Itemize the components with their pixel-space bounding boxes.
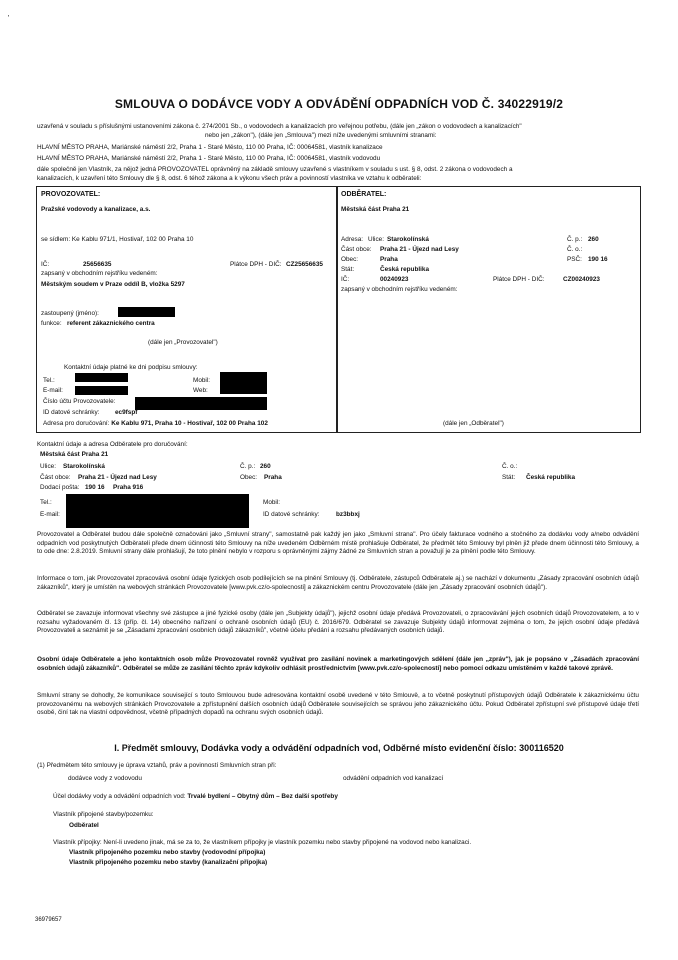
customer-alias: (dále jen „Odběratel")	[443, 420, 504, 427]
connection-sewer: Vlastník připojeného pozemku nebo stavby (kanalizační přípojka)	[69, 859, 268, 866]
provider-mobil-label: Mobil:	[193, 377, 211, 384]
redaction-provider-email	[75, 386, 128, 395]
redaction-rep-name	[118, 307, 175, 317]
connection-water: Vlastník připojeného pozemku nebo stavby (vodovodní přípojka)	[69, 849, 266, 856]
customer-dic-label: Plátce DPH - DIČ:	[493, 276, 545, 283]
customer-heading: ODBĚRATEL:	[341, 191, 387, 198]
customer-ic-label: IČ:	[341, 276, 350, 283]
provider-heading: PROVOZOVATEL:	[41, 191, 101, 198]
provider-dic-label: Plátce DPH - DIČ:	[230, 261, 282, 268]
purpose-label: Účel dodávky vody a odvádění odpadních vod:	[53, 793, 186, 800]
customer-city-label: Obec:	[341, 256, 359, 263]
customer-dic-value: CZ00240923	[563, 276, 600, 283]
provider-databox-value: ec9fspf	[115, 409, 138, 416]
customer-registry-label: zapsaný v obchodním rejstříku vedeném:	[341, 286, 458, 293]
provider-account-label: Číslo účtu Provozovatele:	[43, 398, 116, 405]
corr-mobil-label: Mobil:	[263, 499, 281, 506]
provider-function-label: funkce:	[41, 320, 62, 327]
customer-state-value: Česká republika	[380, 266, 430, 273]
paragraph-communication: Smluvní strany se dohodly, že komunikace související s touto Smlouvou bude adresována kontaktní osobě uvedené v této Smlouvě, a to včetně poskytnutí přístupových údajů Odběratele k zákaznickému účtu provozovanému na webových stránkách Provozovatele a zpřístupnění dalších osobních údajů Odběratele souvisejících se správou jeho zákaznického účtu. Pokud Odběratel zpřístupní své přístupové údaje třetí osobě, činí tak na vlastní odpovědnost, včetně případných dopadů na ochranu svých osobních údajů.	[37, 692, 639, 717]
provider-seat-value: Ke Kablu 971/1, Hostivař, 102 00 Praha 10	[71, 236, 194, 243]
purpose-value: Trvalé bydlení – Obytný dům – Bez další spotřeby	[187, 793, 338, 800]
customer-part-value: Praha 21 - Újezd nad Lesy	[380, 246, 459, 253]
provider-registry-value: Městským soudem v Praze oddíl B, vložka 5297	[41, 281, 185, 288]
provider-web-label: Web:	[193, 387, 208, 394]
provider-function-value: referent zákaznického centra	[67, 320, 155, 327]
corr-email-label: E-mail:	[40, 511, 60, 518]
provider-rep-label: zastoupený (jméno):	[41, 310, 99, 317]
provider-dic-value: CZ25656635	[286, 261, 323, 268]
owner-line-4: kanalizacích, k uzavření této Smlouvy dle § 8, odst. 6 téhož zákona a k výkonu všech práv a povinností vlastníka ve vztahu k odběrateli:	[37, 175, 422, 182]
customer-psc-label: PSČ:	[567, 256, 582, 263]
customer-state-label: Stát:	[341, 266, 355, 273]
document-number: 36979657	[35, 917, 62, 923]
provider-registry-label: zapsaný v obchodním rejstříku vedeném:	[41, 270, 158, 277]
customer-part-label: Část obce:	[341, 246, 372, 253]
corner-mark: '	[8, 15, 10, 22]
corr-state-value: Česká republika	[526, 474, 576, 481]
intro-line-1: uzavřená v souladu s příslušnými ustanoveními zákona č. 274/2001 Sb., o vodovodech a kanalizacích pro veřejnou potřebu, (dále jen „zákon o vodovodech a kanalizacích"	[37, 123, 522, 130]
customer-name: Městská část Praha 21	[341, 206, 410, 213]
customer-city-value: Praha	[380, 256, 398, 263]
corr-city-value: Praha	[264, 474, 282, 481]
provider-delivery-value: Ke Kablu 971, Praha 10 - Hostivař, 102 00 Praha 102	[111, 420, 268, 427]
provider-tel-label: Tel.:	[43, 377, 55, 384]
customer-box	[336, 186, 641, 433]
customer-co-label: Č. o.:	[567, 246, 583, 253]
redaction-provider-mobil	[220, 372, 267, 394]
provider-email-label: E-mail:	[43, 387, 63, 394]
customer-psc-value: 190 16	[588, 256, 608, 263]
section-1-item-1: (1) Předmětem této smlouvy je úprava vztahů, práv a povinností Smluvních stran při:	[37, 762, 277, 769]
corr-street-value: Starokolínská	[63, 463, 105, 470]
redaction-corr-contact	[66, 494, 249, 528]
provider-alias: (dále jen „Provozovatel")	[148, 339, 218, 346]
provider-databox-label: ID datové schránky:	[43, 409, 100, 416]
purpose-line	[53, 793, 338, 802]
customer-street-value: Starokolínská	[387, 236, 429, 243]
provider-delivery-label: Adresa pro doručování:	[43, 420, 110, 427]
provider-seat-label: se sídlem:	[41, 236, 71, 243]
owner-line-1: HLAVNÍ MĚSTO PRAHA, Mariánské náměstí 2/2, Praha 1 - Staré Město, 110 00 Praha, IČ: 00064581, vlastník kanalizace	[37, 144, 383, 151]
owner-building-label: Vlastník připojené stavby/pozemku:	[53, 811, 154, 818]
paragraph-marketing: Osobní údaje Odběratele a jeho kontaktních osob může Provozovatel rovněž využívat pro zasílání novinek a marketingových sdělení (dále jen „zpráv"), jak je popsáno v „Zásadách zpracování osobních údajů zákazníků". Odběratel se může ze zasílání těchto zpráv kdykoliv odhlásit prostřednictvím [www.pvk.cz/o-spolecnosti] nebo pomocí odkazu umístěném v každé takové zprávě.	[37, 656, 639, 672]
connection-owner-label: Vlastník přípojky: Není-li uvedeno jinak, má se za to, že vlastníkem přípojky je vlastník pozemku nebo stavby připojené na vodovod nebo kanalizaci.	[53, 839, 472, 846]
customer-ic-value: 00240923	[380, 276, 409, 283]
corr-post-label: Dodací pošta:	[40, 484, 80, 491]
redaction-provider-tel	[75, 373, 128, 382]
owner-building-value: Odběratel	[69, 822, 99, 829]
corr-street-label: Ulice:	[40, 463, 56, 470]
corr-cp-label: Č. p.:	[240, 463, 256, 470]
corr-databox-value: bz3bbxj	[336, 511, 360, 518]
corr-heading: Kontaktní údaje a adresa Odběratele pro doručování:	[37, 441, 188, 448]
redaction-provider-account	[135, 397, 267, 410]
corr-part-label: Část obce:	[40, 474, 71, 481]
corr-tel-label: Tel.:	[40, 499, 52, 506]
paragraph-data-subjects: Odběratel se zavazuje informovat všechny své zástupce a jiné fyzické osoby (dále jen „Subjekty údajů"), jejichž osobní údaje předává Provozovateli, o zpracovávání jejich osobních údajů Provozovatelem, a to v rozsahu vyžadovaném čl. 13 (příp. čl. 14) obecného nařízení o ochraně osobních údajů (EU) č. 2016/679. Odběratel se zavazuje Subjekty údajů informovat zejména o tom, že jejich osobní údaje předává Provozovateli a seznámit je se „Zásadami zpracování osobních údajů zákazníků", včetně účelu předání a rozsahu předávaných osobních údajů.	[37, 610, 639, 635]
provider-ic-value: 25656635	[83, 261, 112, 268]
provider-seat	[41, 236, 193, 245]
provider-name: Pražské vodovody a kanalizace, a.s.	[41, 206, 151, 213]
corr-post-value: 190 16	[85, 484, 105, 491]
provider-contact-heading: Kontaktní údaje platné ke dni podpisu smlouvy:	[64, 364, 198, 371]
customer-cp-value: 260	[588, 236, 599, 243]
section-1-title: I. Předmět smlouvy, Dodávka vody a odvádění odpadních vod, Odběrné místo evidenční číslo: 300116520	[114, 743, 564, 753]
document-title: SMLOUVA O DODÁVCE VODY A ODVÁDĚNÍ ODPADNÍCH VOD Č. 34022919/2	[114, 97, 564, 111]
corr-co-label: Č. o.:	[502, 463, 518, 470]
paragraph-privacy-info: Informace o tom, jak Provozovatel zpracovává osobní údaje fyzických osob podílejících se na plnění Smlouvy (tj. Odběratele, zástupců Odběratele aj.) se nachází v dokumentu „Zásady zpracování osobních údajů zákazníků", který je umístěn na webových stránkách Provozovatele [www.pvk.cz/o-spolecnosti] a zákaznickém centru Provozovatele (dále jen „Zásady zpracování osobních údajů").	[37, 575, 639, 591]
provider-ic-label: IČ:	[41, 261, 50, 268]
corr-databox-label: ID datové schránky:	[263, 511, 320, 518]
wastewater-text: odvádění odpadních vod kanalizací	[343, 775, 444, 782]
corr-part-value: Praha 21 - Újezd nad Lesy	[78, 474, 157, 481]
customer-street-label: Ulice:	[368, 236, 384, 243]
customer-cp-label: Č. p.:	[567, 236, 583, 243]
corr-state-label: Stát:	[502, 474, 516, 481]
customer-address-label: Adresa:	[341, 236, 364, 243]
provider-delivery	[43, 420, 268, 429]
owner-line-3: dále společně jen Vlastník, za nějož jedná PROVOZOVATEL oprávněný na základě smlouvy uzavřené s vlastníkem v souladu s ust. § 8, odst. 2 zákona o vodovodech a	[37, 166, 513, 173]
paragraph-parties: Provozovatel a Odběratel budou dále společně označováni jako „Smluvní strany", samostatně pak každý jen jako „Smluvní strana". Pro účely fakturace vodného a stočného za dodávku vody a/nebo odvádění odpadních vod poskytnutých Odběrateli přede dnem účinnosti této Smlouvy na níže uvedeném Odběrném místě prohlašuje Odběratel, že předmět této Smlouvy byl plněn již přede dnem účinnosti této Smlouvy, a to ode dne: 2.8.2019. Smluvní strany dále prohlašují, že toto plnění nebylo v rozporu s oprávněnými zájmy žádné ze Smluvních stran a považují je za plnění podle této Smlouvy.	[37, 531, 639, 556]
corr-name: Městská část Praha 21	[40, 451, 109, 458]
intro-line-2: nebo jen „zákon"), (dále jen „Smlouva") mezi níže uvedenými smluvními stranami:	[205, 132, 437, 139]
corr-post-city: Praha 916	[113, 484, 144, 491]
corr-city-label: Obec:	[240, 474, 258, 481]
water-supply-text: dodávce vody z vodovodu	[68, 775, 142, 782]
owner-line-2: HLAVNÍ MĚSTO PRAHA, Mariánské náměstí 2/2, Praha 1 - Staré Město, 110 00 Praha, IČ: 00064581, vlastník vodovodu	[37, 155, 381, 162]
corr-cp-value: 260	[260, 463, 271, 470]
